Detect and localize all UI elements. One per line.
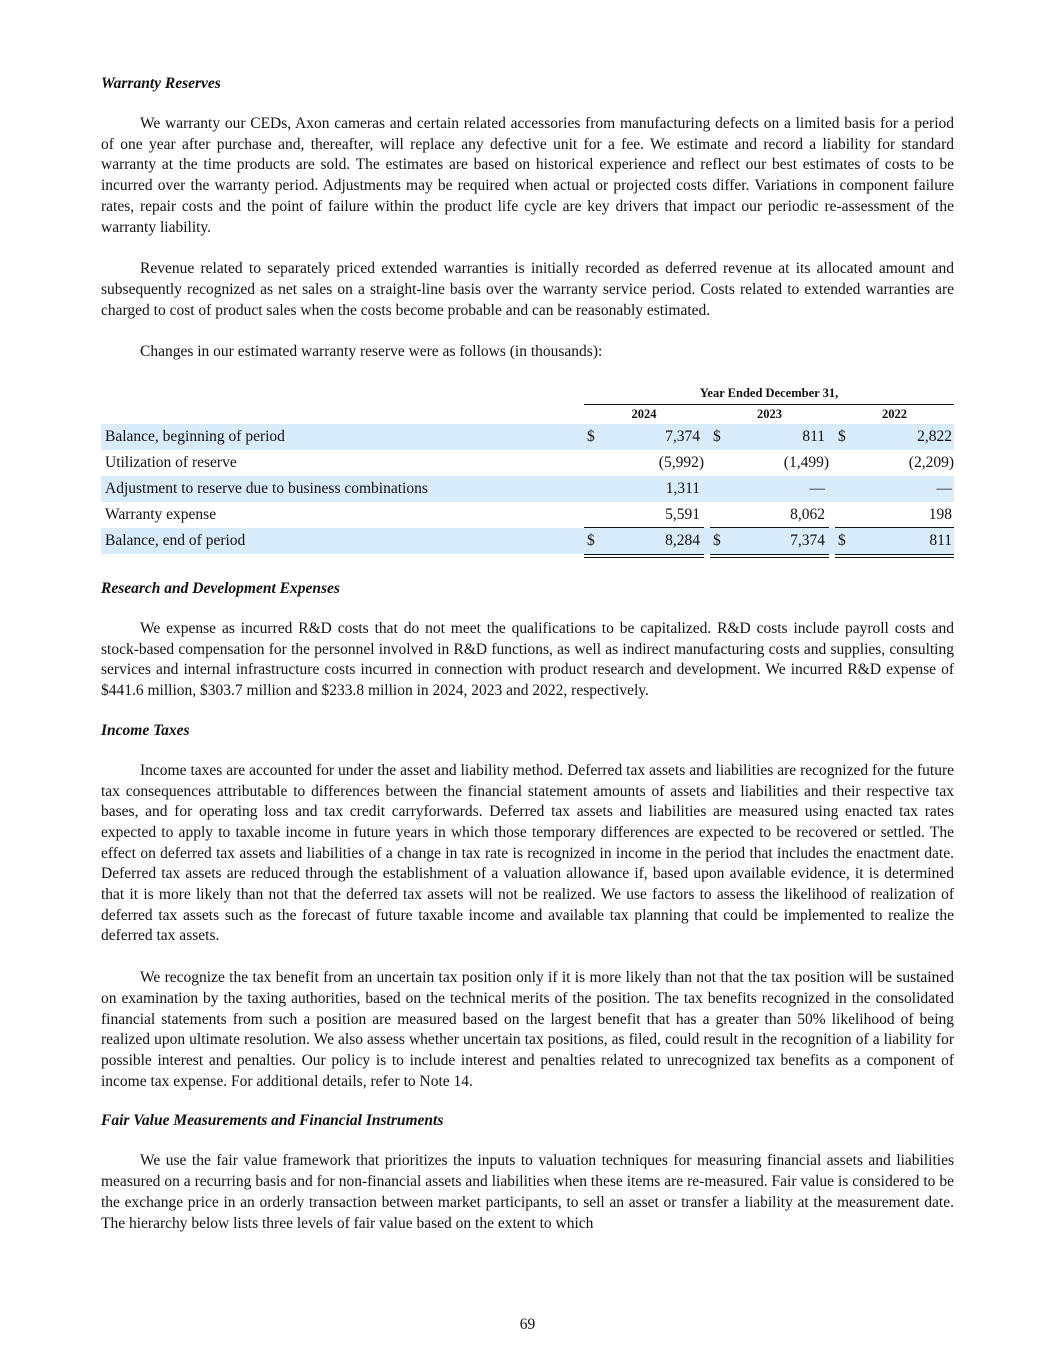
cell-value-2022: 198: [928, 506, 952, 524]
cell-value-2022: —: [936, 480, 952, 498]
row-label: Warranty expense: [105, 506, 217, 524]
cell-value-2024: 7,374: [665, 428, 700, 446]
paragraph-tax-1: Income taxes are accounted for under the asset and liability method. Deferred tax assets and liabilities are recognized for the future tax consequences attributable to differences between the financial statement amounts of assets and liabilities and their respective tax bases, and for operating loss and tax credit carryforwards. Deferred tax assets and liabilities are measured using enacted tax rates expected to apply to taxable income in future years in which those temporary differences are expected to be recovered or settled. The effect on deferred tax assets and liabilities of a change in tax rate is recognized in income in the period that includes the enactment date. Deferred tax assets are reduced through the establishment of a valuation allowance if, based upon available evidence, it is determined that it is more likely than not that the deferred tax assets will not be realized. We use factors to assess the likelihood of realization of deferred tax assets such as the forecast of future taxable income and available tax planning that could be implemented to realize the deferred tax assets.: [101, 761, 954, 945]
table-row: [101, 424, 954, 450]
cell-value-2023: —: [809, 480, 825, 498]
cell-value-2022: (2,209): [908, 454, 954, 472]
table-row: [101, 476, 954, 502]
total-double-rule: [584, 557, 704, 558]
row-label: Adjustment to reserve due to business combinations: [105, 480, 428, 498]
column-header-2022: 2022: [835, 407, 954, 426]
table-row: [101, 528, 954, 554]
cell-value-2024: 8,284: [665, 532, 700, 550]
page-number: 69: [519, 1316, 536, 1333]
currency-symbol: $: [587, 532, 595, 550]
warranty-reserve-table: [101, 386, 954, 554]
row-label: Utilization of reserve: [105, 454, 237, 472]
paragraph-rd-1: We expense as incurred R&D costs that do not meet the qualifications to be capitalized. R&D costs include payroll costs and stock-based compensation for the personnel involved in R&D functions, as well as indirect manufacturing costs and supplies, consulting services and internal infrastructure costs incurred in connection with product research and development. We incurred R&D expense of $441.6 million, $303.7 million and $233.8 million in 2024, 2023 and 2022, respectively.: [101, 620, 954, 700]
cell-value-2024: 5,591: [665, 506, 700, 524]
paragraph-warranty-2: Revenue related to separately priced extended warranties is initially recorded as deferred revenue at its allocated amount and subsequently recognized as net sales on a straight-line basis over the warranty service period. Costs related to extended warranties are charged to cost of product sales when the costs become probable and can be reasonably estimated.: [101, 260, 954, 319]
cell-value-2024: (5,992): [658, 454, 704, 472]
section-heading-income-taxes: Income Taxes: [101, 721, 190, 739]
currency-symbol: $: [713, 428, 721, 446]
total-double-rule: [710, 557, 829, 558]
cell-value-2023: 811: [802, 428, 825, 446]
column-header-2024: 2024: [584, 407, 704, 426]
row-label: Balance, beginning of period: [105, 428, 285, 446]
cell-value-2023: (1,499): [783, 454, 829, 472]
total-double-rule: [835, 554, 954, 555]
column-header-2023: 2023: [710, 407, 829, 426]
total-double-rule: [710, 554, 829, 555]
cell-value-2022: 811: [929, 532, 952, 550]
paragraph-tax-2: We recognize the tax benefit from an uncertain tax position only if it is more likely than not that the tax position will be sustained on examination by the taxing authorities, based on the technical merits of the position. The tax benefits recognized in the consolidated financial statements from such a position are measured based on the largest benefit that has a greater than 50% likelihood of being realized upon ultimate resolution. We also assess whether uncertain tax positions, as filed, could result in the recognition of a liability for possible interest and penalties. Our policy is to include interest and penalties related to unrecognized tax benefits as a component of income tax expense. For additional details, refer to Note 14.: [101, 969, 954, 1090]
currency-symbol: $: [838, 532, 846, 550]
currency-symbol: $: [587, 428, 595, 446]
table-row: [101, 502, 954, 528]
section-heading-warranty-reserves: Warranty Reserves: [101, 75, 221, 92]
cell-value-2023: 7,374: [790, 532, 825, 550]
table-row: [101, 450, 954, 476]
currency-symbol: $: [838, 428, 846, 446]
cell-value-2024: 1,311: [665, 480, 700, 498]
cell-value-2023: 8,062: [790, 506, 825, 524]
currency-symbol: $: [713, 532, 721, 550]
document-page: [101, 73, 954, 1234]
section-heading-research-development: Research and Development Expenses: [101, 580, 340, 598]
row-label: Balance, end of period: [105, 532, 246, 550]
paragraph-fair-value-1: We use the fair value framework that prioritizes the inputs to valuation techniques for measuring financial assets and liabilities measured on a recurring basis and for non-financial assets and liabilities when these items are re-measured. Fair value is considered to be the exchange price in an orderly transaction between market participants, to sell an asset or transfer a liability at the measurement date. The hierarchy below lists three levels of fair value based on the extent to which: [101, 1152, 954, 1232]
total-double-rule: [584, 554, 704, 555]
table-period-title: Year Ended December 31,: [584, 386, 954, 405]
paragraph-warranty-1: We warranty our CEDs, Axon cameras and certain related accessories from manufacturing defects on a limited basis for a period of one year after purchase and, thereafter, will replace any defective unit for a fee. We estimate and record a liability for standard warranty at the time products are sold. The estimates are based on historical experience and reflect our best estimates of costs to be incurred over the warranty period. Adjustments may be required when actual or projected costs differ. Variations in component failure rates, repair costs and the point of failure within the product life cycle are key drivers that impact our periodic re-assessment of the warranty liability.: [101, 115, 954, 236]
paragraph-warranty-3: Changes in our estimated warranty reserve were as follows (in thousands):: [140, 343, 603, 361]
section-heading-fair-value: Fair Value Measurements and Financial Instruments: [101, 1112, 444, 1130]
table-header: [101, 386, 954, 424]
total-double-rule: [835, 557, 954, 558]
cell-value-2022: 2,822: [917, 428, 952, 446]
